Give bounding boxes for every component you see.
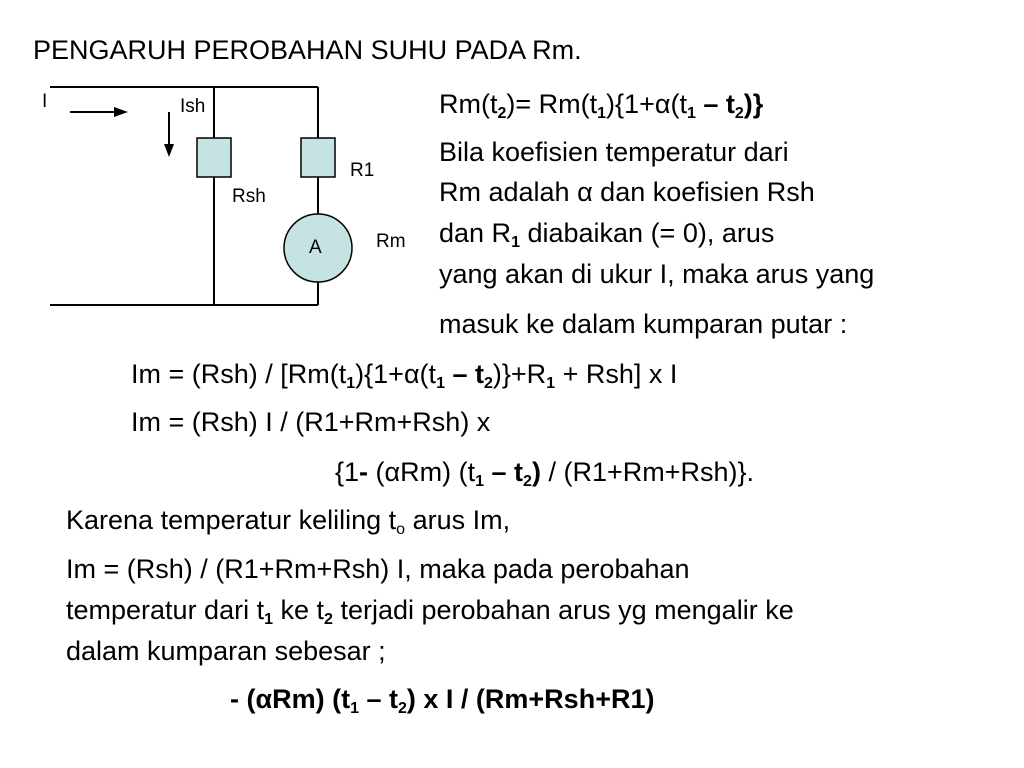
para-line-2: Im = (Rsh) / (R1+Rm+Rsh) I, maka pada perobahan xyxy=(66,554,690,584)
para-line-3: temperatur dari $t_1$ ke $t_2$ terjadi perobahan arus yg mengalir ke xyxy=(66,595,794,628)
desc-line-1: Bila koefisien temperatur dari xyxy=(439,137,789,167)
label-Rm: Rm xyxy=(376,231,406,252)
desc-line-2: Rm adalah α dan koefisien Rsh xyxy=(439,177,815,207)
label-Rsh: Rsh xyxy=(232,186,266,207)
para-line-1: Karena temperatur keliling $t_o$ arus Im, xyxy=(66,505,511,538)
label-I: I xyxy=(42,91,48,112)
equation-3: {1- (αRm) $(t_1 - t_2) / (R1+Rm+Rsh)$}. xyxy=(335,457,755,490)
para-line-4: dalam kumparan sebesar ; xyxy=(66,636,386,666)
formula-rm-t2: $Rm(t_2)= Rm(t_1)\{1+\alpha(t_1 - t_2)\}$ xyxy=(439,89,764,122)
desc-line-3: dan $R_1$ diabaikan (= 0), arus xyxy=(439,218,775,251)
equation-1: $Im = (Rsh) / [Rm(t_1)\{1+\alpha(t_1 - t_2)\}+R_1 + Rsh]$ x I xyxy=(131,359,678,392)
slide-title: PENGARUH PEROBAHAN SUHU PADA Rm. xyxy=(33,35,582,65)
rsh-resistor xyxy=(197,138,231,177)
arrowhead-I xyxy=(114,107,128,117)
final-equation: - (αRm) $(t_1 - t_2)$ x I / (Rm+Rsh+R1) xyxy=(230,684,655,717)
arrowhead-Ish xyxy=(164,144,174,157)
desc-line-5: masuk ke dalam kumparan putar : xyxy=(439,309,848,339)
label-R1: R1 xyxy=(350,160,375,181)
desc-line-4: yang akan di ukur I, maka arus yang xyxy=(439,259,875,289)
label-Ish: Ish xyxy=(180,96,206,117)
meter-label: A xyxy=(309,237,322,258)
equation-2: Im = (Rsh) I / (R1+Rm+Rsh) x xyxy=(131,407,491,437)
r1-resistor xyxy=(301,138,335,177)
